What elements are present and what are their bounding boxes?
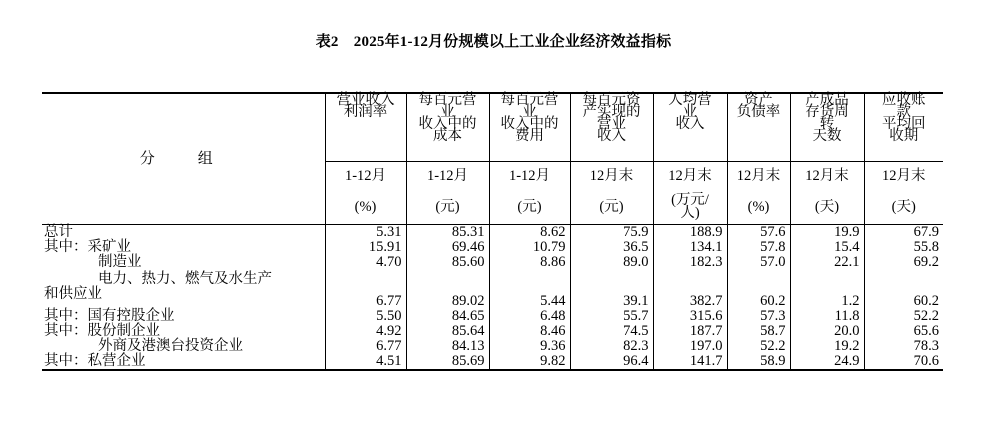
column-header-period: 12月末 xyxy=(790,162,864,191)
table-cell: 134.1 xyxy=(653,240,727,255)
table-cell: 57.0 xyxy=(727,255,790,270)
row-label: 其中：私营企业 xyxy=(42,354,325,370)
table-cell: 315.6 xyxy=(653,309,727,324)
table-cell: 1.2 xyxy=(790,270,864,309)
table-cell: 4.51 xyxy=(325,354,406,370)
table-cell: 96.4 xyxy=(570,354,653,370)
table-cell: 11.8 xyxy=(790,309,864,324)
table-cell: 182.3 xyxy=(653,255,727,270)
column-header-unit: (元) xyxy=(570,190,653,225)
column-header-period: 1-12月 xyxy=(406,162,489,191)
column-header-name: 每百元资 产实现的 营业 收入 xyxy=(570,93,653,162)
table-cell: 22.1 xyxy=(790,255,864,270)
table-cell: 57.8 xyxy=(727,240,790,255)
table-cell: 85.64 xyxy=(406,324,489,339)
table-cell: 197.0 xyxy=(653,339,727,354)
table-cell: 52.2 xyxy=(864,309,943,324)
row-label: 其中：国有控股企业 xyxy=(44,308,175,324)
table-cell: 141.7 xyxy=(653,354,727,370)
table-cell: 69.46 xyxy=(406,240,489,255)
table-cell: 85.69 xyxy=(406,354,489,370)
table-cell: 70.6 xyxy=(864,354,943,370)
column-header-period: 1-12月 xyxy=(489,162,570,191)
table-cell: 82.3 xyxy=(570,339,653,354)
group-header: 分 组 xyxy=(42,93,325,225)
table-row xyxy=(42,225,943,241)
table-cell: 187.7 xyxy=(653,324,727,339)
table-cell: 188.9 xyxy=(653,225,727,241)
table-cell: 75.9 xyxy=(570,225,653,241)
table-cell: 24.9 xyxy=(790,354,864,370)
table-cell: 55.8 xyxy=(864,240,943,255)
column-header-unit: (元) xyxy=(489,190,570,225)
column-header-name: 应收账 款 平均回 收期 xyxy=(864,93,943,162)
table-cell: 85.60 xyxy=(406,255,489,270)
table-row xyxy=(42,240,943,255)
table-cell: 57.6 xyxy=(727,225,790,241)
table-cell: 58.9 xyxy=(727,354,790,370)
table-row xyxy=(42,324,943,339)
table-row xyxy=(42,354,943,370)
table-body xyxy=(42,225,943,371)
table-cell: 20.0 xyxy=(790,324,864,339)
table-cell: 5.50 xyxy=(325,309,406,324)
table-row xyxy=(42,255,943,270)
table-cell: 15.4 xyxy=(790,240,864,255)
table-cell: 5.31 xyxy=(325,225,406,241)
column-header-unit: (万元/ 人) xyxy=(653,190,727,225)
table-title: 表2 2025年1-12月份规模以上工业企业经济效益指标 xyxy=(315,34,672,50)
table-cell: 4.70 xyxy=(325,255,406,270)
table-cell: 6.48 xyxy=(489,309,570,324)
table-cell: 382.7 xyxy=(653,270,727,309)
table-cell: 39.1 xyxy=(570,270,653,309)
table-cell: 84.13 xyxy=(406,339,489,354)
column-header-unit: (天) xyxy=(864,190,943,225)
column-header-period: 12月末 xyxy=(570,162,653,191)
table-cell: 9.36 xyxy=(489,339,570,354)
column-header-name: 人均营 业 收入 xyxy=(653,93,727,162)
table-cell: 84.65 xyxy=(406,309,489,324)
table-cell: 8.62 xyxy=(489,225,570,241)
row-label: 外商及港澳台投资企业 xyxy=(98,338,243,354)
table-cell: 85.31 xyxy=(406,225,489,241)
table-cell: 36.5 xyxy=(570,240,653,255)
table-cell: 69.2 xyxy=(864,255,943,270)
table-cell: 74.5 xyxy=(570,324,653,339)
column-header-period: 12月末 xyxy=(864,162,943,191)
row-label: 总计 xyxy=(44,224,73,240)
table-cell: 10.79 xyxy=(489,240,570,255)
table-cell: 89.0 xyxy=(570,255,653,270)
table-cell: 60.2 xyxy=(727,270,790,309)
table-cell: 67.9 xyxy=(864,225,943,241)
table-cell: 52.2 xyxy=(727,339,790,354)
column-header-unit: (元) xyxy=(406,190,489,225)
column-header-period: 12月末 xyxy=(653,162,727,191)
table-cell: 6.77 xyxy=(325,339,406,354)
table-cell: 89.02 xyxy=(406,270,489,309)
column-header-name: 资产 负债率 xyxy=(727,93,790,162)
table-cell: 58.7 xyxy=(727,324,790,339)
column-header-period: 12月末 xyxy=(727,162,790,191)
column-header-name: 产成品 存货周 转 天数 xyxy=(790,93,864,162)
row-label: 其中：采矿业 xyxy=(44,239,131,255)
column-header-unit: (天) xyxy=(790,190,864,225)
economic-indicators-table xyxy=(42,92,943,371)
table-cell: 65.6 xyxy=(864,324,943,339)
column-header-period: 1-12月 xyxy=(325,162,406,191)
table-cell: 57.3 xyxy=(727,309,790,324)
row-label: 电力、热力、燃气及水生产 和供应业 xyxy=(44,271,272,302)
column-header-name: 营业收入 利润率 xyxy=(325,93,406,162)
table-cell: 15.91 xyxy=(325,240,406,255)
table-cell: 55.7 xyxy=(570,309,653,324)
table-cell: 19.9 xyxy=(790,225,864,241)
table-cell: 19.2 xyxy=(790,339,864,354)
row-label: 制造业 xyxy=(98,254,142,270)
table-cell: 78.3 xyxy=(864,339,943,354)
table-cell: 5.44 xyxy=(489,270,570,309)
table-cell: 6.77 xyxy=(325,270,406,309)
table-row xyxy=(42,309,943,324)
column-header-name: 每百元营 业 收入中的 成本 xyxy=(406,93,489,162)
column-header-name: 每百元营 业 收入中的 费用 xyxy=(489,93,570,162)
row-label: 其中：股份制企业 xyxy=(44,323,160,339)
column-header-unit: (%) xyxy=(325,190,406,225)
table-cell: 4.92 xyxy=(325,324,406,339)
table-cell: 60.2 xyxy=(864,270,943,309)
table-row xyxy=(42,270,943,309)
table-cell: 8.86 xyxy=(489,255,570,270)
table-cell: 8.46 xyxy=(489,324,570,339)
column-header-unit: (%) xyxy=(727,190,790,225)
table-row xyxy=(42,339,943,354)
table-cell: 9.82 xyxy=(489,354,570,370)
